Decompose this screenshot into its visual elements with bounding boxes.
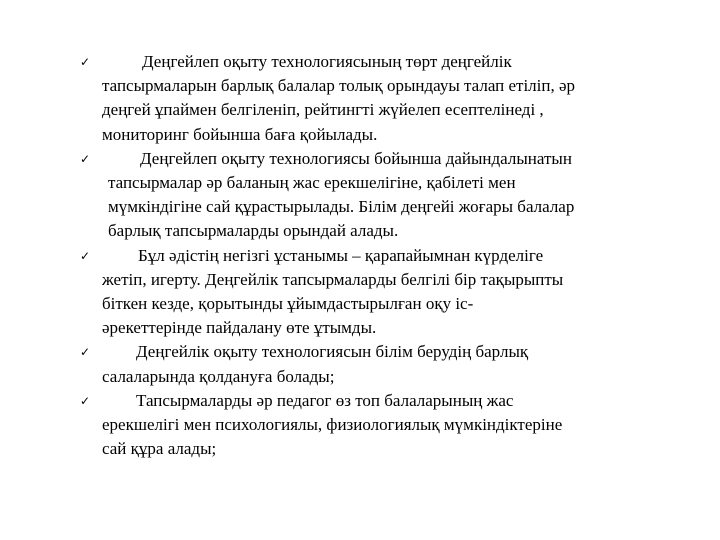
bullet-text-line: ерекшелігі мен психологиялы, физиологиялық мүмкіндіктеріне (102, 415, 563, 435)
bullet-item-1 (80, 50, 670, 147)
bullet-text-line: салаларында қолдануға болады; (102, 366, 335, 386)
bullet-list (80, 50, 670, 461)
checkmark-icon: ✓ (80, 151, 91, 166)
bullet-text-line: әрекеттерінде пайдалану өте ұтымды. (102, 318, 377, 338)
bullet-text-line: барлық тапсырмаларды орындай алады. (108, 221, 399, 241)
checkmark-icon: ✓ (80, 393, 91, 408)
checkmark-icon: ✓ (80, 345, 91, 360)
bullet-item-2 (80, 147, 670, 244)
bullet-text-line: тапсырмалар әр баланың жас ерекшелігіне, қабілеті мен (108, 173, 516, 193)
bullet-text-line: Тапсырмаларды әр педагог өз топ балаларының жас (136, 390, 514, 410)
bullet-text-line: Деңгейлеп оқыту технологиясының төрт деңгейлік (142, 52, 512, 71)
bullet-text-line: сай құра алады; (102, 439, 217, 459)
bullet-item-3 (80, 244, 670, 341)
checkmark-icon: ✓ (80, 55, 91, 69)
bullet-text-line: мониторинг бойынша баға қойылады. (102, 124, 378, 144)
bullet-item-5 (80, 389, 670, 462)
bullet-text-line: жетіп, игерту. Деңгейлік тапсырмаларды белгілі бір тақырыпты (102, 269, 564, 289)
bullet-text-line: мүмкіндігіне сай құрастырылады. Білім деңгейі жоғары балалар (108, 197, 575, 217)
bullet-text-line: Бұл әдістің негізгі ұстанымы – қарапайымнан күрделіге (138, 245, 544, 265)
bullet-text-line: Деңгейлік оқыту технологиясын білім берудің барлық (136, 342, 529, 362)
bullet-text-line: біткен кезде, қорытынды ұйымдастырылған оқу іс- (102, 294, 474, 314)
checkmark-icon: ✓ (80, 248, 91, 263)
bullet-item-4 (80, 340, 670, 388)
bullet-text-line: деңгей ұпаймен белгіленіп, рейтингті жүйелеп есептелінеді , (102, 100, 544, 120)
bullet-text-line: тапсырмаларын барлық балалар толық орындауы талап етіліп, әр (102, 76, 576, 96)
bullet-text-line: Деңгейлеп оқыту технологиясы бойынша дайындалынатын (140, 148, 572, 168)
